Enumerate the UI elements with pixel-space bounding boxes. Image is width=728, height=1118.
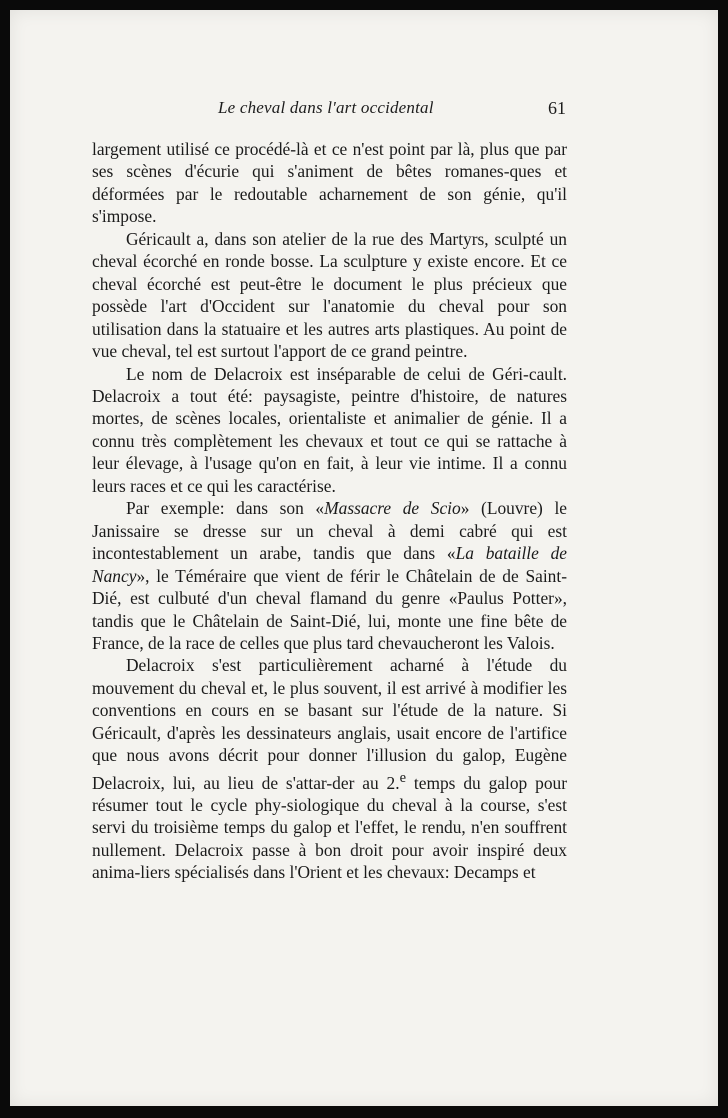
ordinal-superscript: e [399, 769, 407, 786]
paragraph-1: largement utilisé ce procédé-là et ce n'est point par là, plus que par ses scènes d'écurie qui s'animent de bêtes romanes-ques et déformées par le redoutable acharnement de son génie, qu'il s'impose. [92, 139, 567, 227]
artwork-title-bataille-de-nancy: La bataille de Nancy [92, 543, 567, 586]
artwork-title-massacre-de-scio: Massacre de Scio [324, 498, 461, 519]
paragraph-5 [92, 654, 567, 883]
book-page [10, 10, 718, 1106]
paragraph-3: Le nom de Delacroix est inséparable de celui de Géri-cault. Delacroix a tout été: paysagiste, peintre d'histoire, de natures mortes, de scènes locales, orientaliste et animalier de génie. Il a connu très complètement les chevaux et tout ce qui se rattache à leur élevage, à l'usage qu'on en fait, à leur vie intime. Il a connu leurs races et ce qui les caractérise. [92, 363, 567, 496]
body-text [92, 138, 567, 884]
paragraph-4-text-b: » (Louvre) le Janissaire se dresse sur un cheval à demi cabré qui est incontestablement un arabe, tandis que dans « [92, 498, 568, 564]
paragraph-5-text-a: Delacroix s'est particulièrement acharné à l'étude du mouvement du cheval et, le plus souvent, il est arrivé à modifier les conventions en cours en se basant sur l'étude de la nature. Si Géricault, d'après les dessinateurs anglais, usait encore de l'artifice que nous avons décrit pour donner l'illusion du galop, Eugène Delacroix, lui, au lieu de s'attar-der au 2. [92, 655, 567, 793]
paragraph-4 [92, 497, 567, 654]
paragraph-5-text-b: temps du galop pour résumer tout le cycle phy-siologique du cheval à la course, s'est servi du troisième temps du galop et l'effet, le rendu, n'en souffrent nullement. Delacroix passe à bon droit pour avoir inspiré deux anima-liers spécialisés dans l'Orient et les chevaux: Decamps et [92, 772, 567, 883]
paragraph-4-text-a: Par exemple: dans son « [126, 498, 325, 519]
paragraph-2: Géricault a, dans son atelier de la rue des Martyrs, sculpté un cheval écorché en ronde bosse. La sculpture y existe encore. Et ce cheval écorché est peut-être le document le plus précieux que possède l'art d'Occident sur l'anatomie du cheval pour son utilisation dans la statuaire et les autres arts plastiques. Au point de vue cheval, tel est surtout l'apport de ce grand peintre. [92, 228, 567, 362]
running-title: Le cheval dans l'art occidental [218, 98, 434, 117]
paragraph-4-text-c: », le Téméraire que vient de férir le Châtelain de de Saint-Dié, est culbuté d'un cheval flamand du genre «Paulus Potter», tandis que le Châtelain de Saint-Dié, lui, monte une fine bête de France, de la race de celles que plus tard chevaucheront les Valois. [92, 565, 567, 653]
page-number: 61 [548, 98, 566, 118]
page-header [10, 98, 718, 122]
